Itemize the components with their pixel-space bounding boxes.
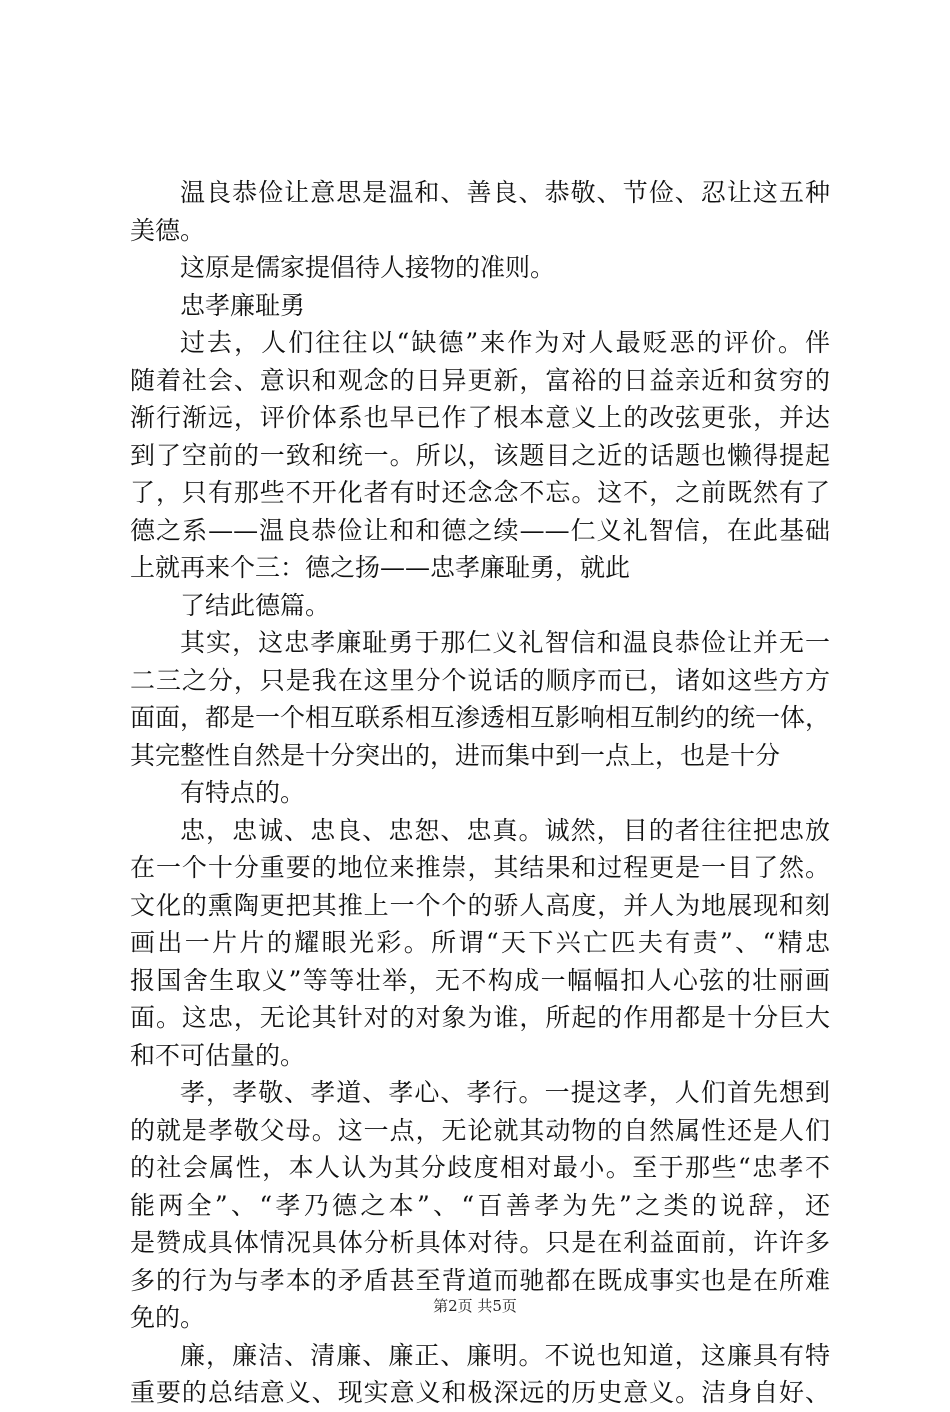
section-heading: 忠孝廉耻勇 (180, 290, 306, 320)
text-line: 这原是儒家提倡待人接物的准则。 (180, 253, 556, 282)
text-line: 了结此德篇。 (180, 590, 331, 620)
text-line: 温良恭俭让意思是温和、善良、恭敬、节俭、忍让这五种 (180, 178, 830, 207)
text-line: 忠，忠诚、忠良、忠恕、忠真。诚然，目的者往往把忠放 (180, 815, 830, 845)
text-line: 面。这忠，无论其针对的对象为谁，所起的作用都是十分巨大 (130, 1003, 830, 1032)
text-line: 文化的熏陶更把其推上一个个的骄人高度，并人为地展现和刻 (130, 890, 830, 920)
text-line: 随着社会、意识和观念的日异更新，富裕的日益亲近和贫穷的 (130, 365, 830, 395)
text-line: 了，只有那些不开化者有时还念念不忘。这不，之前既然有了 (130, 478, 830, 507)
text-line: 美德。 (130, 215, 206, 245)
text-line: 是赞成具体情况具体分析具体对待。只是在利益面前，许许多 (130, 1228, 830, 1257)
text-line: 到了空前的一致和统一。所以，该题目之近的话题也懒得提起 (130, 440, 830, 470)
text-line: 上就再来个三：德之扬——忠孝廉耻勇，就此 (130, 553, 631, 582)
text-line: 其完整性自然是十分突出的，进而集中到一点上，也是十分 (130, 740, 781, 770)
text-line: 报国舍生取义”等等壮举，无不构成一幅幅扣人心弦的壮丽画 (130, 965, 830, 995)
text-line: 在一个十分重要的地位来推崇，其结果和过程更是一目了然。 (130, 853, 830, 882)
page-number: 第2页 共5页 (433, 1297, 517, 1315)
text-line: 画出一片片的耀眼光彩。所谓“天下兴亡匹夫有责”、“精忠 (130, 928, 830, 957)
text-line: 过去，人们往往以“缺德”来作为对人最贬恶的评价。伴 (180, 328, 830, 357)
text-line: 面面，都是一个相互联系相互渗透相互影响相互制约的统一体， (130, 703, 831, 732)
text-line: 渐行渐远，评价体系也早已作了根本意义上的改弦更张，并达 (130, 403, 830, 432)
text-line: 德之系——温良恭俭让和和德之续——仁义礼智信，在此基础 (130, 515, 830, 545)
text-line: 二三之分，只是我在这里分个说话的顺序而已，诸如这些方方 (130, 665, 830, 695)
text-line: 免的。 (130, 1303, 206, 1332)
text-line: 重要的总结意义、现实意义和极深远的历史意义。洁身自好、 (130, 1378, 830, 1407)
text-line: 多的行为与孝本的矛盾甚至背道而驰都在既成事实也是在所难 (130, 1265, 830, 1295)
text-line: 廉，廉洁、清廉、廉正、廉明。不说也知道，这廉具有特 (180, 1340, 830, 1370)
page-footer (0, 1296, 950, 1316)
document-body (130, 174, 830, 1412)
text-line: 和不可估量的。 (130, 1040, 306, 1070)
text-line: 的社会属性，本人认为其分歧度相对最小。至于那些“忠孝不 (130, 1153, 830, 1182)
text-line: 有特点的。 (180, 778, 306, 807)
text-line: 能两全”、“孝乃德之本”、“百善孝为先”之类的说辞，还 (130, 1190, 830, 1220)
text-line: 其实，这忠孝廉耻勇于那仁义礼智信和温良恭俭让并无一 (180, 628, 830, 657)
text-line: 孝，孝敬、孝道、孝心、孝行。一提这孝，人们首先想到 (180, 1078, 830, 1107)
text-line: 的就是孝敬父母。这一点，无论就其动物的自然属性还是人们 (130, 1115, 830, 1145)
